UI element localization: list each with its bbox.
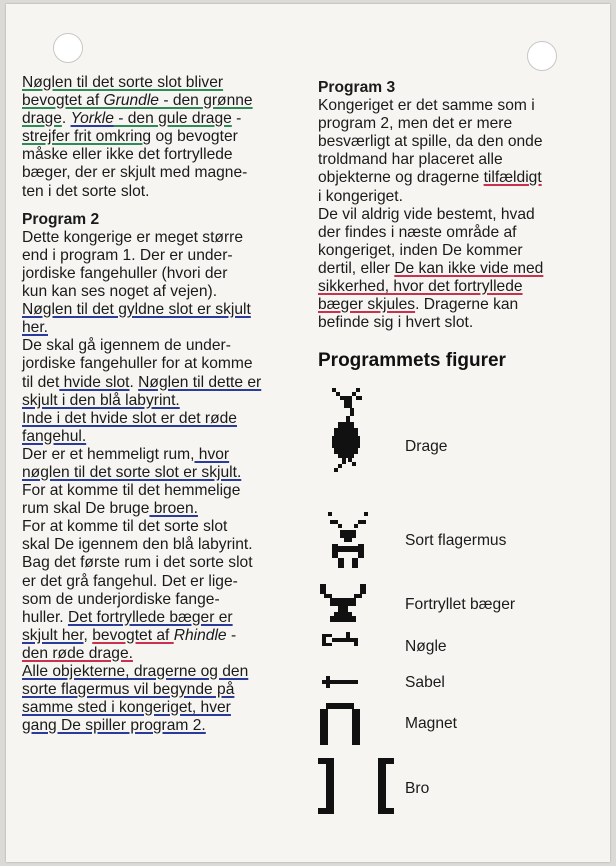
- right-column: [318, 79, 590, 332]
- text-line: -: [226, 626, 237, 644]
- section-heading: Program 3: [318, 79, 396, 96]
- text-line: De kan ikke vide med: [394, 259, 544, 277]
- text-line: end i program 1. Der er under-: [22, 246, 233, 264]
- punch-hole-left: [53, 33, 83, 63]
- text-line: objekterne og dragerne: [318, 169, 484, 187]
- figure-label-fortryllet-baeger: Fortryllet bæger: [405, 596, 516, 613]
- left-column: [22, 74, 296, 735]
- text-line: troldmand har placeret alle: [318, 151, 503, 169]
- text-line: For at komme til det sorte slot: [22, 518, 228, 536]
- dragon-icon: [326, 388, 366, 480]
- text-line: er det grå fangehul. Det er lige-: [22, 572, 238, 590]
- text-line: drage: [22, 110, 62, 128]
- chalice-icon: [320, 584, 368, 624]
- text-line: Det fortryllede bæger er: [67, 608, 233, 626]
- text-line: måske eller ikke det fortryllede: [22, 146, 233, 164]
- text-line: skal De igennem den blå labyrint.: [22, 536, 253, 554]
- figures-title: Programmets figurer: [318, 350, 506, 371]
- text-line: befinde sig i hvert slot.: [318, 314, 474, 332]
- text-line: broen.: [149, 500, 198, 518]
- text-line: - den gule drage: [113, 110, 232, 128]
- text-line: De vil aldrig vide bestemt, hvad: [318, 205, 535, 223]
- text-line: hvide slot: [59, 373, 130, 391]
- text-line: ,: [83, 626, 93, 644]
- punch-hole-right: [527, 41, 557, 71]
- figure-label-noegle: Nøgle: [405, 638, 447, 655]
- text-line: De skal gå igennem de under-: [22, 337, 231, 355]
- figure-label-sort-flagermus: Sort flagermus: [405, 532, 507, 549]
- text-line: huller.: [22, 608, 68, 626]
- text-line: her.: [22, 319, 49, 337]
- text-line: . Dragerne kan: [415, 296, 519, 314]
- text-line: hvor: [194, 445, 230, 463]
- sword-icon: [322, 672, 362, 692]
- text-line: Kongeriget er det samme som i: [318, 97, 535, 115]
- text-line: rum skal De bruge: [22, 500, 150, 518]
- text-line: den røde drage.: [22, 644, 133, 662]
- text-line: Bag det første rum i det sorte slot: [22, 554, 253, 572]
- text-line: jordiske fangehuller for at komme: [22, 355, 253, 373]
- text-line: bevogtet af: [22, 92, 104, 110]
- text-line: samme sted i kongeriget, hver: [22, 699, 231, 717]
- text-line: bæger, der er skjult med magne-: [22, 164, 248, 182]
- intro-paragraph: [22, 74, 296, 201]
- magnet-icon: [320, 703, 360, 747]
- text-line: der findes i næste område af: [318, 223, 517, 241]
- text-line: kongeriget, inden De kommer: [318, 241, 523, 259]
- text-line: - den grønne: [158, 92, 253, 110]
- text-line: Inde i det hvide slot er det røde: [22, 409, 237, 427]
- text-line: .: [61, 110, 71, 128]
- text-line: program 2, men det er mere: [318, 115, 513, 133]
- text-line: tilfældigt: [483, 169, 542, 187]
- figure-label-bro: Bro: [405, 780, 430, 797]
- text-line: Nøglen til det gyldne slot er skjult: [22, 301, 251, 319]
- text-line: bevogtet af: [92, 626, 174, 644]
- text-line: fangehul.: [22, 427, 87, 445]
- text-line: dertil, eller: [318, 259, 395, 277]
- text-line: -: [231, 110, 242, 128]
- dragen-name-rhindle: Rhindle: [173, 626, 227, 644]
- bridge-icon: [318, 758, 404, 814]
- section-heading: Program 2: [22, 210, 100, 228]
- text-line: og bevogter: [151, 128, 238, 146]
- text-line: Nøglen til det sorte slot bliver: [22, 74, 224, 91]
- text-line: strejfer frit omkring: [22, 128, 152, 146]
- text-line: Dette kongerige er meget større: [22, 228, 244, 246]
- text-line: Nøglen til dette er: [138, 373, 262, 391]
- text-line: jordiske fangehuller (hvori der: [22, 264, 228, 282]
- bat-icon: [326, 506, 370, 576]
- text-line: som de underjordiske fange-: [22, 590, 220, 608]
- text-line: nøglen til det sorte slot er skjult.: [22, 463, 242, 481]
- figure-label-magnet: Magnet: [405, 715, 458, 732]
- text-line: skjult her: [22, 626, 84, 644]
- program2-section: [22, 211, 296, 736]
- text-line: besværligt at spille, da den onde: [318, 133, 543, 151]
- program3-section: [318, 79, 590, 332]
- text-line: gang De spiller program 2.: [22, 717, 206, 735]
- text-line: til det: [22, 373, 60, 391]
- text-line: Der er et hemmeligt rum,: [22, 445, 195, 463]
- figure-label-sabel: Sabel: [405, 674, 445, 691]
- dragen-name-yorkle: Yorkle: [70, 110, 114, 128]
- text-line: sikkerhed, hvor det fortryllede: [318, 278, 523, 296]
- dragen-name-grundle: Grundle: [103, 92, 159, 110]
- text-line: skjult i den blå labyrint.: [22, 391, 180, 409]
- text-line: bæger skjules: [318, 296, 416, 314]
- key-icon: [322, 632, 362, 650]
- text-line: sorte flagermus vil begynde på: [22, 681, 235, 699]
- text-line: Alle objekterne, dragerne og den: [22, 663, 249, 680]
- text-line: i kongeriget.: [318, 187, 403, 205]
- text-line: .: [129, 373, 139, 391]
- text-line: For at komme til det hemmelige: [22, 482, 241, 500]
- text-line: kun kan ses noget af vejen).: [22, 283, 218, 301]
- figure-label-drage: Drage: [405, 438, 448, 455]
- text-line: ten i det sorte slot.: [22, 182, 150, 200]
